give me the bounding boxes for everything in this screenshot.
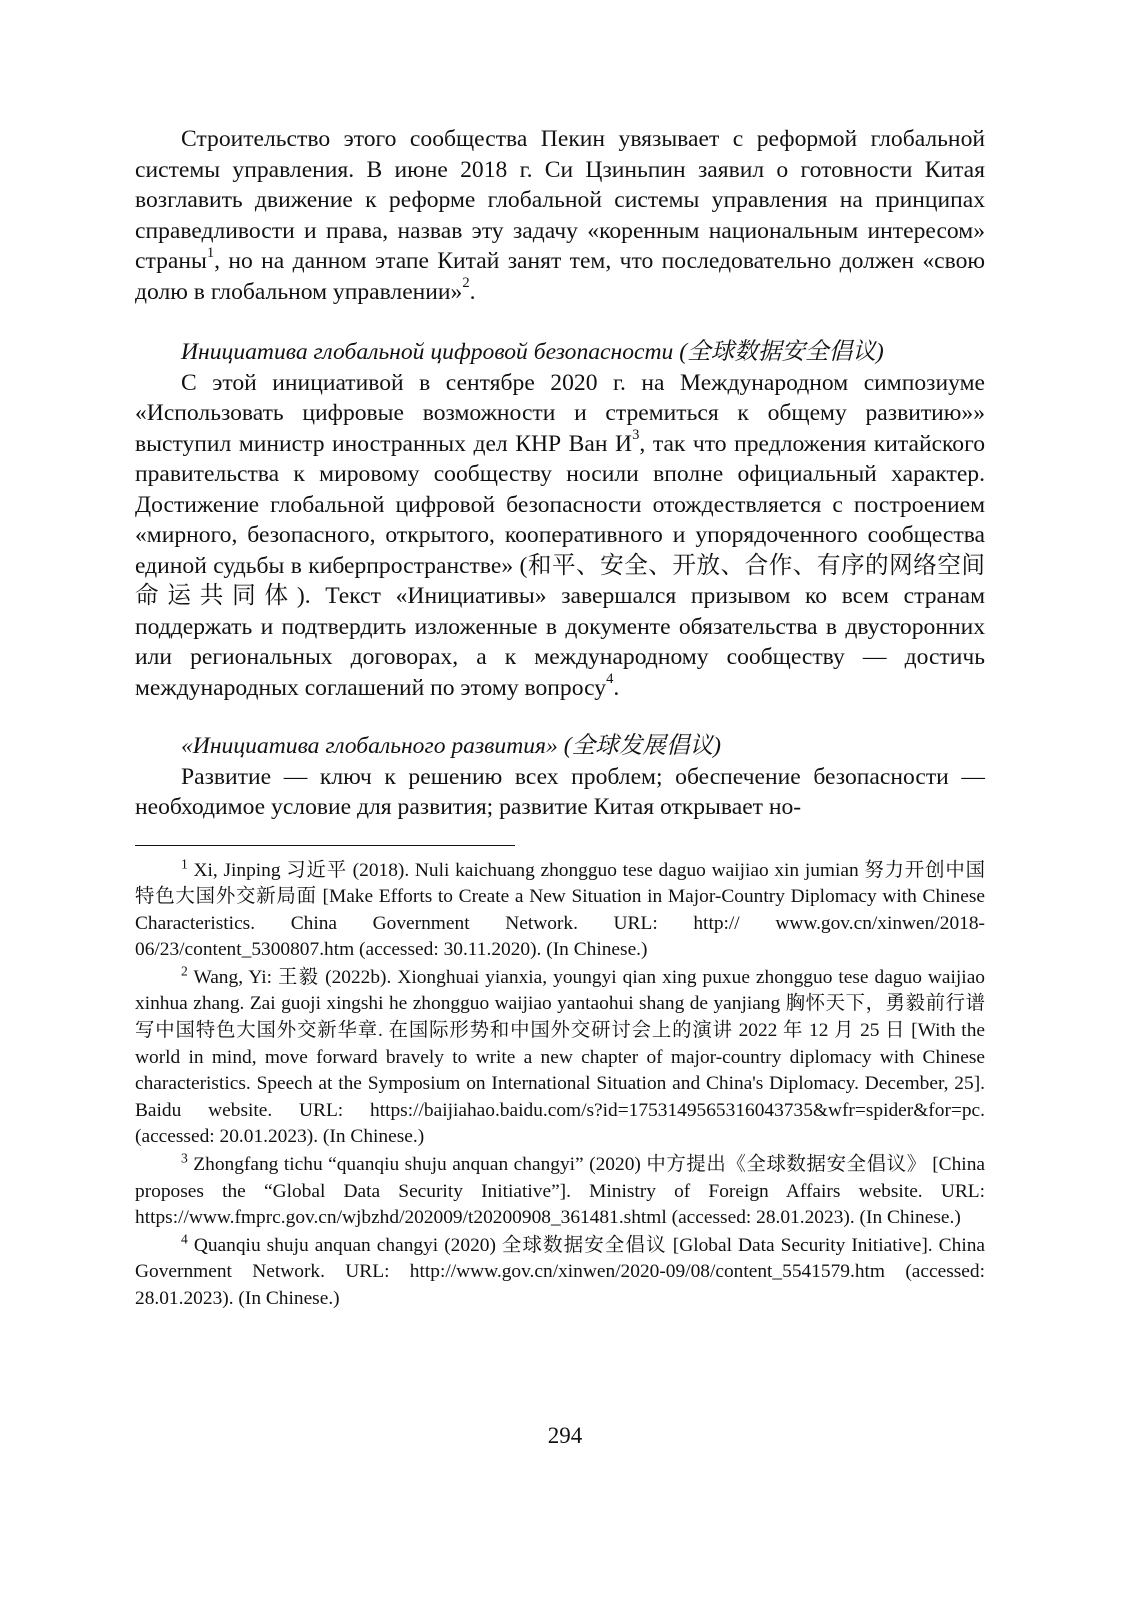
paragraph-text: . — [613, 674, 620, 701]
paragraph-global-development: Развитие — ключ к решению всех проблем; обеспечение безопасности — необходимое условие для развития; развитие Китая открывает но- — [135, 763, 985, 820]
page-body — [135, 124, 985, 1313]
footnotes — [135, 858, 985, 1313]
paragraph-digital-security — [135, 368, 985, 704]
paragraph-reform — [135, 124, 985, 307]
footnote-text: Zhongfang tichu “quanqiu shuju anquan changyi” (2020) 中方提出《全球数据安全倡议》 [China proposes the “Global Data Security Initiative”]. Ministry of Foreign Affairs website. URL: https://www.fmprc.gov.cn/wjbzhd/202009/t20200908_361481.shtml (accessed: 28.01.2023). (In Chinese.) — [135, 1154, 985, 1229]
footnote-ref-2[interactable]: 2 — [462, 275, 470, 292]
footnote-3 — [135, 1152, 985, 1232]
footnote-number: 2 — [181, 963, 188, 979]
footnote-number: 3 — [181, 1150, 188, 1166]
footnote-number: 1 — [181, 856, 188, 872]
paragraph-text: , так что предложения китайского правительства к мировому сообществу носили вполне официальный характер. Достижение глобальной цифровой безопасности отождествляется с построением «мирного, безопасного, открытого, кооперативного и упорядоченного сообщества единой судьбы в киберпространстве» (和平、安全、开放、合作、有序的网络空间命运共同体). Текст «Инициативы» завершался призывом ко всем странам поддержать и подтвердить изложенные в документе обязательства в двусторонних или региональных договорах, а к международному сообществу — достичь международных соглашений по этому вопросу — [135, 430, 985, 701]
footnote-text: Xi, Jinping 习近平 (2018). Nuli kaichuang zhongguo tese daguo waijiao xin jumian 努力开创中国特色大国外交新局面 [Make Efforts to Create a New Situation in Major-Country Diplomacy with Chinese Characteristics. China Government Network. URL: http:// www.gov.cn/xinwen/2018-06/23/content_5300807.htm (accessed: 30.11.2020). (In Chinese.) — [135, 859, 985, 961]
section-heading-global-development: «Инициатива глобального развития» (全球发展倡议) — [181, 733, 721, 759]
footnote-2 — [135, 965, 985, 1151]
section-heading-digital-security: Инициатива глобальной цифровой безопасности (全球数据安全倡议) — [181, 339, 884, 365]
footnote-4 — [135, 1233, 985, 1313]
footnote-text: Quanqiu shuju anquan changyi (2020) 全球数据安全倡议 [Global Data Security Initiative]. China Government Network. URL: http://www.gov.cn/xinwen/2020-09/08/content_5541579.htm (accessed: 28.01.2023). (In Chinese.) — [135, 1234, 986, 1309]
footnote-divider — [135, 845, 515, 846]
page-number: 294 — [547, 1423, 583, 1448]
footnote-number: 4 — [181, 1231, 188, 1247]
footnote-1 — [135, 858, 985, 964]
paragraph-text: , но на данном этапе Китай занят тем, что последовательно должен «свою долю в глобальном управлении» — [135, 248, 985, 305]
footnote-text: Wang, Yi: 王毅 (2022b). Xionghuai yianxia, youngyi qian xing puxue zhongguo tese daguo waijiao xinhua zhang. Zai guoji xingshi he zhongguo waijiao yantaohui shang de yanjiang 胸怀天下，勇毅前行谱写中国特色大国外交新华章. 在国际形势和中国外交研讨会上的演讲 2022 年 12 月 25 日 [With the world in mind, move forward bravely to write a new chapter of major-country diplomacy with Chinese characteristics. Speech at the Symposium on International Situation and China's Diplomacy. December, 25]. Baidu website. URL: https://baijiahao.baidu.com/s?id=1753149565316043735&wfr=spider&for=pc. (accessed: 20.01.2023). (In Chinese.) — [135, 966, 985, 1148]
footnote-ref-3[interactable]: 3 — [632, 427, 640, 444]
paragraph-text: . — [469, 278, 476, 305]
footnote-ref-1[interactable]: 1 — [206, 244, 215, 261]
paragraph-text: С этой инициативой в сентябре 2020 г. на Международном симпозиуме «Использовать цифровые возможности и стремиться к общему развитию»» выступил министр иностранных дел КНР Ван И — [135, 369, 985, 457]
paragraph-text: Строительство этого сообщества Пекин увязывает с реформой глобальной системы управления. В июне 2018 г. Си Цзиньпин заявил о готовности Китая возглавить движение к реформе глобальной системы управления на принципах справедливости и права, назвав эту задачу «коренным национальным интересом» страны — [135, 126, 985, 274]
footnote-ref-4[interactable]: 4 — [606, 671, 614, 688]
